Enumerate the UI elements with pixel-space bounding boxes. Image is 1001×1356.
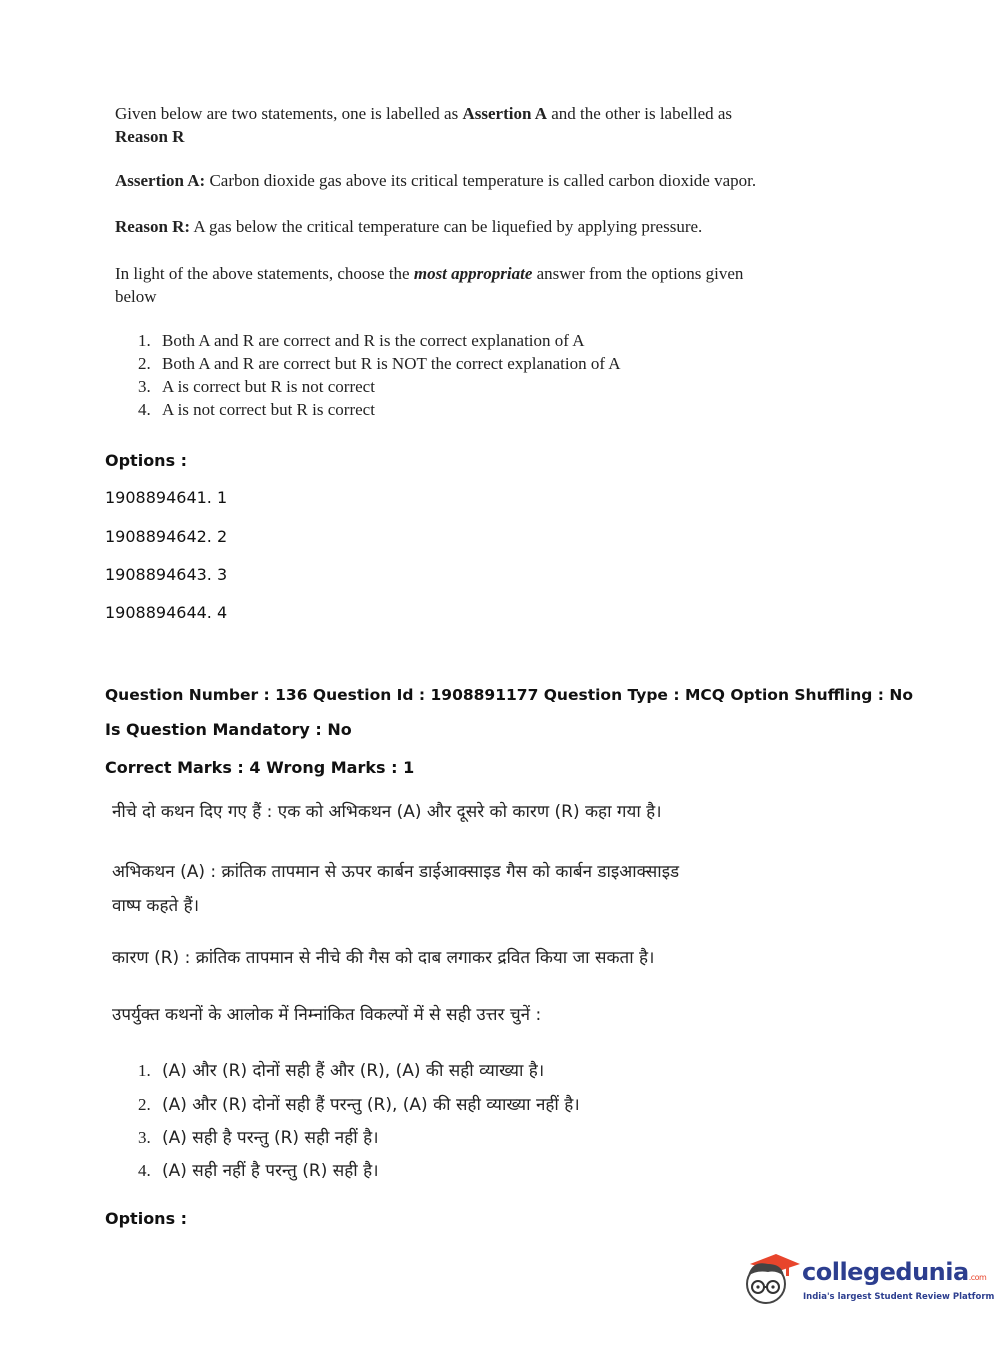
- q2-item-text: (A) और (R) दोनों सही हैं और (R), (A) की सही व्याख्या है।: [162, 1061, 545, 1081]
- q2-item-number: 1.: [138, 1061, 151, 1080]
- q1-item-number: 1.: [138, 331, 151, 350]
- logo-tagline: India's largest Student Review Platform: [803, 1292, 995, 1302]
- q1-item-text: Both A and R are correct but R is NOT the correct explanation of A: [162, 354, 621, 373]
- collegedunia-logo: [742, 1250, 995, 1310]
- option-3[interactable]: 1908894643. 3: [105, 565, 228, 584]
- q2-item-text: (A) सही नहीं है परन्तु (R) सही है।: [162, 1161, 379, 1181]
- q2-item-number: 2.: [138, 1095, 151, 1114]
- q1-item-3: [138, 377, 375, 397]
- option-4[interactable]: 1908894644. 4: [105, 603, 228, 622]
- q2-item-text: (A) और (R) दोनों सही हैं परन्तु (R), (A) की सही व्याख्या नहीं है।: [162, 1095, 580, 1115]
- question-mandatory: Is Question Mandatory : No: [105, 720, 352, 739]
- q1-item-text: A is correct but R is not correct: [162, 377, 375, 396]
- q1-intro-reason-label: Reason R: [115, 127, 185, 146]
- q1-intro-text-end: and the other is labelled as: [547, 104, 733, 123]
- q1-intro-text: Given below are two statements, one is labelled as: [115, 104, 463, 123]
- q1-choose: [115, 262, 755, 308]
- logo-wordmark: [802, 1258, 986, 1286]
- q2-item-number: 3.: [138, 1128, 151, 1147]
- q2-assertion-line2: वाष्प कहते हैं।: [112, 896, 200, 916]
- q1-choose-text: In light of the above statements, choose the: [115, 264, 414, 283]
- q2-item-1: [138, 1058, 544, 1081]
- option-1[interactable]: 1908894641. 1: [105, 488, 228, 507]
- q1-choose-emphasis: most appropriate: [413, 264, 533, 283]
- q2-choose: उपर्युक्त कथनों के आलोक में निम्नांकित विकल्पों में से सही उत्तर चुनें :: [112, 1005, 542, 1025]
- q1-assertion-label: Assertion A:: [115, 171, 206, 190]
- q1-assertion: [115, 171, 756, 191]
- options-heading: Options :: [105, 451, 188, 470]
- logo-name: collegedunia: [802, 1258, 969, 1286]
- q2-reason: कारण (R) : क्रांतिक तापमान से नीचे की गैस को दाब लगाकर द्रवित किया जा सकता है।: [112, 948, 655, 968]
- q1-intro-assertion-label: Assertion A: [462, 104, 547, 123]
- q1-item-number: 3.: [138, 377, 151, 396]
- q2-item-text: (A) सही है परन्तु (R) सही नहीं है।: [162, 1128, 379, 1148]
- q1-choose-line2: below: [115, 287, 157, 306]
- q2-intro: नीचे दो कथन दिए गए हैं : एक को अभिकथन (A) और दूसरे को कारण (R) कहा गया है।: [112, 802, 662, 822]
- q2-item-3: [138, 1125, 379, 1148]
- q1-assertion-text: Carbon dioxide gas above its critical temperature is called carbon dioxide vapor.: [205, 171, 757, 190]
- q1-reason-text: A gas below the critical temperature can be liquefied by applying pressure.: [190, 217, 703, 236]
- q1-item-text: Both A and R are correct and R is the correct explanation of A: [162, 331, 585, 350]
- options-heading-2: Options :: [105, 1209, 188, 1228]
- q1-intro: [115, 102, 755, 148]
- q2-assertion-line1: अभिकथन (A) : क्रांतिक तापमान से ऊपर कार्बन डाईआक्साइड गैस को कार्बन डाइआक्साइड: [112, 862, 680, 882]
- q2-item-number: 4.: [138, 1161, 151, 1180]
- q1-choose-text-end: answer from the options given: [532, 264, 744, 283]
- question-marks: Correct Marks : 4 Wrong Marks : 1: [105, 758, 415, 777]
- q1-reason: [115, 217, 702, 237]
- q1-item-text: A is not correct but R is correct: [162, 400, 375, 419]
- q2-assertion: [112, 855, 752, 923]
- question-meta-line: Question Number : 136 Question Id : 1908891177 Question Type : MCQ Option Shuffling : No: [105, 686, 913, 704]
- q1-item-4: [138, 400, 375, 420]
- logo-tld: .com: [968, 1273, 987, 1282]
- mascot-icon: [742, 1250, 800, 1310]
- q1-item-2: [138, 354, 621, 374]
- q2-item-4: [138, 1158, 379, 1181]
- q1-item-number: 2.: [138, 354, 151, 373]
- option-2[interactable]: 1908894642. 2: [105, 527, 228, 546]
- q1-item-number: 4.: [138, 400, 151, 419]
- q1-item-1: [138, 331, 585, 351]
- q1-reason-label: Reason R:: [115, 217, 191, 236]
- q2-item-2: [138, 1092, 580, 1115]
